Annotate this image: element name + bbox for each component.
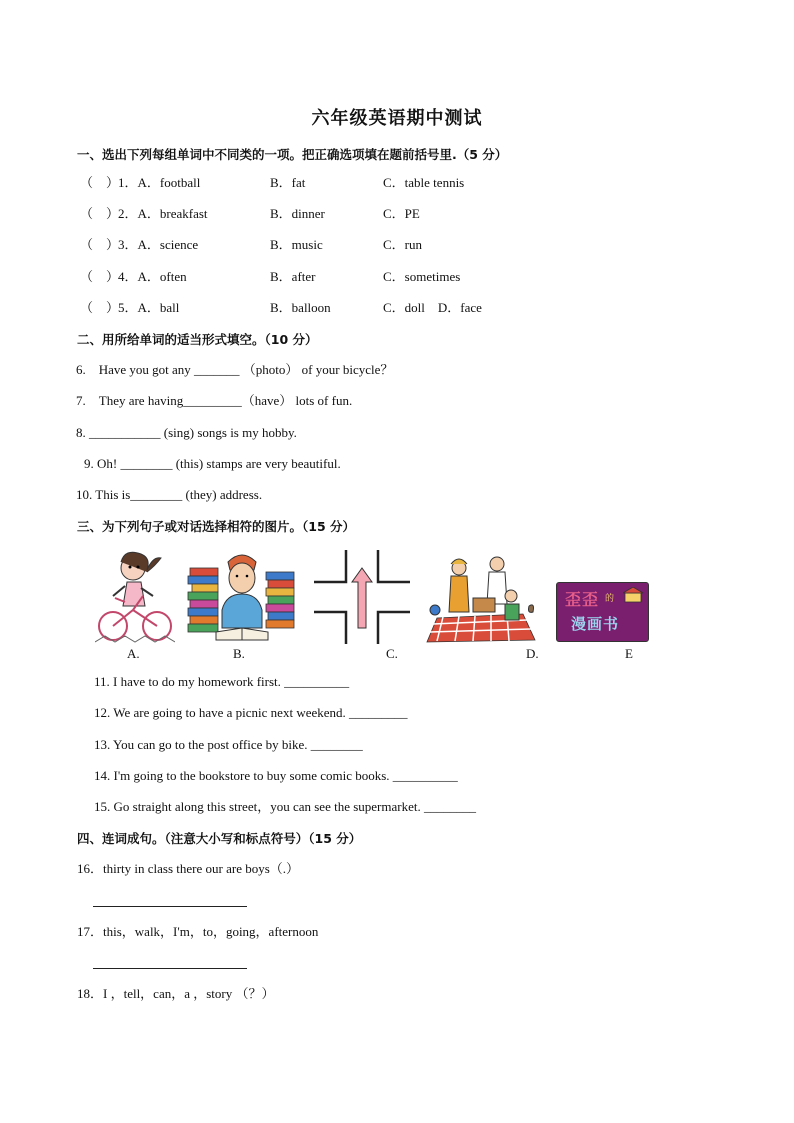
answer-line-16[interactable] <box>93 906 247 907</box>
picture-c-crossroad-arrow <box>312 548 412 646</box>
answer-paren[interactable]: （ ） <box>80 206 120 221</box>
section-4-heading: 四、连词成句。（注意大小写和标点符号）（15 分） <box>77 831 362 846</box>
sign-text-2: 的 <box>605 594 615 604</box>
picture-e-comic-bookstore-sign <box>556 582 649 642</box>
option-b: B．dinner <box>270 206 325 221</box>
sentence-item-18: 18．I ，tell，can，a ，story （？） <box>77 986 275 1001</box>
option-c: C．sometimes <box>383 269 461 284</box>
sentence-item-16: 16．thirty in class there our are boys（.） <box>77 861 300 876</box>
shop-icon <box>623 587 643 603</box>
option-a: 2．A．breakfast <box>118 206 208 221</box>
option-b: B．after <box>270 269 316 284</box>
sign-text-1: 歪歪 <box>565 590 600 609</box>
picture-label-d: D. <box>526 646 539 661</box>
option-c: C．doll D．face <box>383 300 482 315</box>
answer-line-17[interactable] <box>93 968 247 969</box>
option-c: C．table tennis <box>383 175 465 190</box>
picture-label-a: A. <box>127 646 140 661</box>
option-c: C．run <box>383 237 423 252</box>
picture-a-girl-riding-bike <box>95 548 175 646</box>
sign-text-3: 漫画书 <box>571 615 620 633</box>
fill-blank-7[interactable]: 7. They are having_________（have） lots of fun. <box>76 393 353 408</box>
fill-blank-10[interactable]: 10. This is________ (they) address. <box>76 487 263 502</box>
match-item-15[interactable]: 15. Go straight along this street，you can see the supermarket. ________ <box>94 799 476 814</box>
picture-b-boy-with-books <box>186 548 298 646</box>
match-item-11[interactable]: 11. I have to do my homework first. __________ <box>94 674 350 689</box>
option-a: 3．A．science <box>118 237 199 252</box>
option-b: B．balloon <box>270 300 331 315</box>
match-item-12[interactable]: 12. We are going to have a picnic next weekend. _________ <box>94 705 408 720</box>
answer-paren[interactable]: （ ） <box>80 237 120 252</box>
fill-blank-6[interactable]: 6. Have you got any _______ （photo） of your bicycle？ <box>76 362 394 377</box>
page-title: 六年级英语期中测试 <box>311 108 483 129</box>
match-item-13[interactable]: 13. You can go to the post office by bike. ________ <box>94 737 363 752</box>
option-a: 1．A．football <box>118 175 201 190</box>
option-b: B．fat <box>270 175 306 190</box>
section-2-heading: 二、用所给单词的适当形式填空。（10 分） <box>77 332 318 347</box>
option-c: C．PE <box>383 206 420 221</box>
fill-blank-9[interactable]: 9. Oh! ________ (this) stamps are very beautiful. <box>84 456 341 471</box>
answer-paren[interactable]: （ ） <box>80 300 120 315</box>
answer-paren[interactable]: （ ） <box>80 269 120 284</box>
fill-blank-8[interactable]: 8. ___________ (sing) songs is my hobby. <box>76 425 297 440</box>
sentence-item-17: 17．this，walk，I'm，to，going，afternoon <box>77 924 319 939</box>
picture-label-e: E <box>625 646 633 661</box>
section-1-heading: 一、选出下列每组单词中不同类的一项。把正确选项填在题前括号里.（5 分） <box>77 147 508 162</box>
answer-paren[interactable]: （ ） <box>80 175 120 190</box>
picture-d-family-picnic <box>423 548 537 646</box>
option-a: 5．A．ball <box>118 300 180 315</box>
section-3-heading: 三、为下列句子或对话选择相符的图片。（15 分） <box>77 519 355 534</box>
match-item-14[interactable]: 14. I'm going to the bookstore to buy some comic books. __________ <box>94 768 458 783</box>
picture-label-c: C. <box>386 646 398 661</box>
option-b: B．music <box>270 237 323 252</box>
option-a: 4．A．often <box>118 269 187 284</box>
picture-label-b: B. <box>233 646 245 661</box>
